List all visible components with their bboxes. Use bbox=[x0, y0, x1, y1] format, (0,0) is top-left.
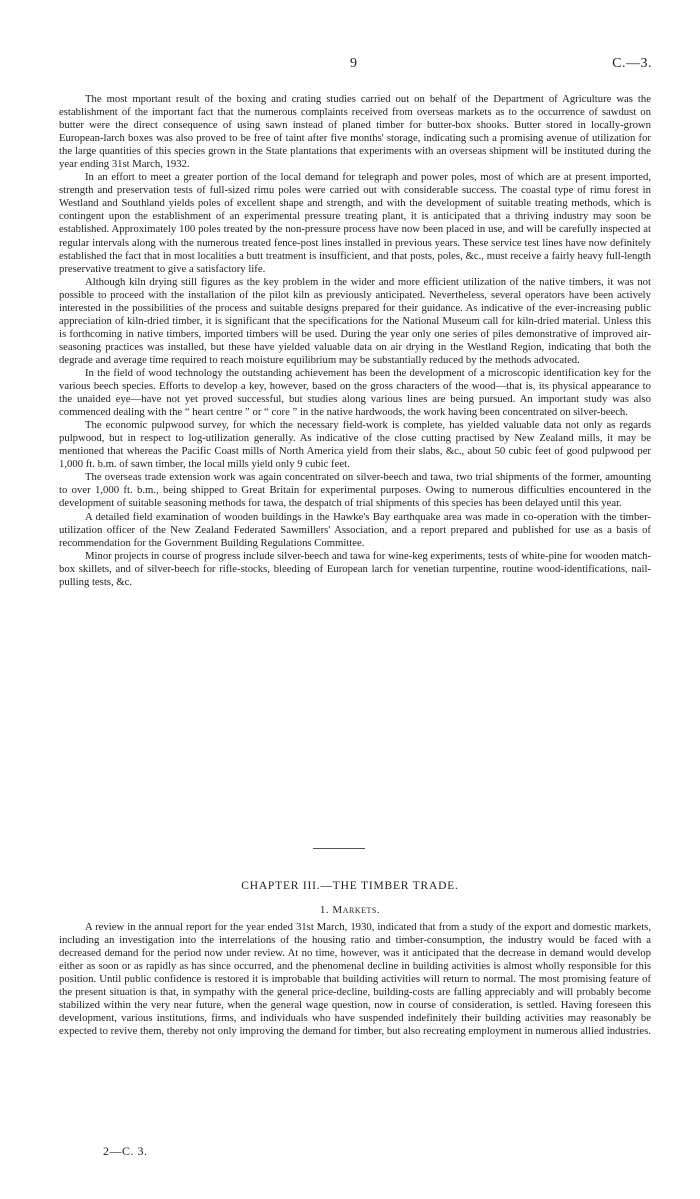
paragraph-overseas-trade: The overseas trade extension work was again concentrated on silver-beech and tawa, two trial shipments of the former, amounting to over 1,000 ft. b.m., being shipped to Great Britain for experimental purposes. Owing to numerous difficulties encountered in the development of suitable seasoning methods for tawa, the despatch of trial shipments of this species has been delayed until this year. bbox=[59, 471, 651, 510]
section-heading: 1. Markets. bbox=[319, 904, 381, 916]
section-divider bbox=[313, 848, 365, 849]
paragraph-kiln-drying: Although kiln drying still figures as the key problem in the wider and more efficient utilization of the native timbers, it was not possible to proceed with the installation of the pilot kiln as previously anticipated. Nevertheless, several operators have been actively interested in the possibilities of the process and suitable designs prepared for their guidance. As indicative of the ever-increasing public appreciation of kiln-dried timber, it is significant that the specifications for the National Museum call for kiln-dried material. Unless this is forthcoming in native timbers, imported timbers will be used. During the year only one series of piles demonstrative of improved air-seasoning practices was installed, but these have yielded valuable data on air drying in the Westland Region, indicating that both the degrade and average time required to reach moisture equilibrium may be substantially reduced by the methods advocated. bbox=[59, 275, 651, 366]
paragraph-poles: In an effort to meet a greater portion of the local demand for telegraph and power poles, most of which are at present imported, strength and preservation tests of full-sized rimu poles were carried out with considerable success. The coastal type of rimu forest in Westland and Southland yields poles of excellent shape and strength, and with the development of suitable treating methods, which is contingent upon the establishment of an experimental pressure treating plant, it is anticipated that a thriving industry may soon be established. Approximately 100 poles treated by the non-pressure process have now been placed in use, and will be carefully inspected at regular intervals along with the numerous treated fence-post lines installed in previous years. These service test lines have now definitely established the fact that in most localities a butt treatment is insufficient, and that posts, poles, &c., must receive a fairly heavy full-length preservative treatment to give a satisfactory life. bbox=[59, 171, 651, 275]
body-text bbox=[59, 93, 651, 589]
paragraph-earthquake-buildings: A detailed field examination of wooden buildings in the Hawke's Bay earthquake area was made in co-operation with the timber-utilization officer of the New Zealand Federated Sawmillers' Association, and a report prepared and published for use as a basis of recommendation for the Government Building Regulations Committee. bbox=[59, 510, 651, 549]
paragraph-markets: A review in the annual report for the year ended 31st March, 1930, indicated that from a study of the export and domestic markets, including an investigation into the interrelations of the housing ratio and timber-consumption, the industry would be faced with a decreased demand for the period now under review. At no time, however, was it anticipated that the decrease in demand would develop either as soon or as rapidly as has since occurred, and the phenomenal decline in building activities is almost wholly responsible for this position. Until public confidence is restored it is improbable that building activities will return to normal. The most promising feature of the present situation is that, in sympathy with the general price-decline, building-costs are falling appreciably and will probably become stabilized within the very near future, when the general wage question, now in course of consideration, is settled. Having foreseen this development, various institutions, firms, and individuals who have suspended indefinitely their building activities may reasonably be expected to revive them, thereby not only improving the demand for timber, but also recreating employment in numerous allied industries. bbox=[59, 921, 651, 1038]
chapter-title: CHAPTER III.—THE TIMBER TRADE. bbox=[241, 880, 459, 892]
paragraph-pulpwood-survey: The economic pulpwood survey, for which the necessary field-work is complete, has yielded valuable data not only as regards pulpwood, but in respect to log-utilization generally. As indicative of the close cutting practised by New Zealand mills, it may be mentioned that whereas the Pacific Coast mills of North America yield from their slabs, &c., about 50 cubic feet of good pulpwood per 1,000 ft. b.m. of sawn timber, the local mills yield only 9 cubic feet. bbox=[59, 419, 651, 471]
page-number: 9 bbox=[350, 56, 357, 71]
paragraph-boxing-crating: The most mportant result of the boxing and crating studies carried out on behalf of the Department of Agriculture was the establishment of the important fact that the numerous complaints received from overseas markets as to the occurrence of sawdust on butter were the direct consequence of using sawn instead of planed timber for butter-box shooks. Butter stored in locally-grown European-larch boxes was also proved to be free of taint after five months' storage, indicating such a promising avenue of utilization for the large quantities of this species grown in the State plantations that experiments with an overseas shipment will be instituted during the year ending 31st March, 1932. bbox=[59, 93, 651, 171]
paragraph-wood-technology: In the field of wood technology the outstanding achievement has been the development of a microscopic identification key for the various beech species. Efforts to develop a key, however, based on the gross characters of the wood—that is, its physical appearance to the unaided eye—have not yet proved successful, but studies along various lines are being pursued. An important study was also commenced dealing with the “ heart centre ” or “ core ” in the native hardwoods, the work having been concentrated on silver-beech. bbox=[59, 366, 651, 419]
page-footer-signature: 2—C. 3. bbox=[103, 1144, 148, 1158]
document-reference: C.—3. bbox=[612, 56, 652, 71]
page-header bbox=[0, 56, 700, 76]
chapter-body-text bbox=[59, 921, 651, 1038]
paragraph-minor-projects: Minor projects in course of progress include silver-beech and tawa for wine-keg experiments, tests of white-pine for wooden match-box skillets, and of silver-beech for rifle-stocks, bleeding of European larch for venetian turpentine, routine wood-identifications, nail-pulling tests, &c. bbox=[59, 549, 651, 588]
